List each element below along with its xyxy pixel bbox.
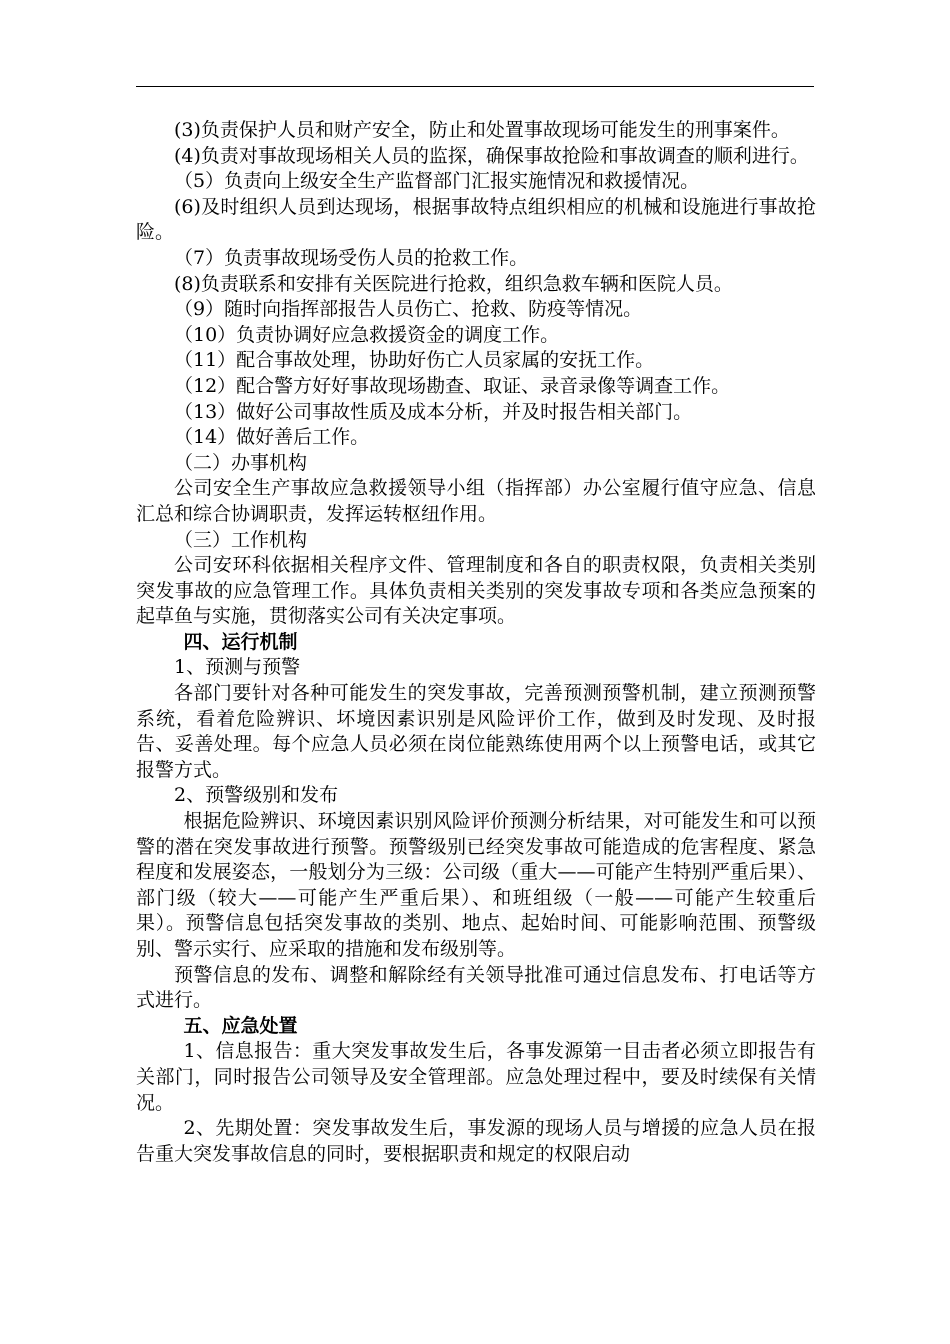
- paragraph: (4)负责对事故现场相关人员的监探，确保事故抢险和事故调查的顺利进行。: [174, 144, 809, 167]
- paragraph: （9）随时向指挥部报告人员伤亡、抢救、防疫等情况。: [174, 298, 643, 321]
- paragraph: (6)及时组织人员到达现场，根据事故特点组织相应的机械和设施进行事故抢险。: [136, 195, 816, 244]
- paragraph: 公司安环科依据相关程序文件、管理制度和各自的职责权限，负责相关类别突发事故的应急管理工作。具体负责相关类别的突发事故专项和各类应急预案的起草鱼与实施，贯彻落实公司有关决定事项。: [136, 554, 816, 628]
- section-heading: 四、运行机制: [183, 630, 298, 653]
- paragraph: 2、先期处置：突发事故发生后，事发源的现场人员与增援的应急人员在报告重大突发事故信息的同时，要根据职责和规定的权限启动: [136, 1117, 816, 1165]
- paragraph: （10）负责协调好应急救援资金的调度工作。: [174, 323, 560, 346]
- document-body: [136, 118, 816, 1167]
- paragraph: 1、预测与预警: [174, 656, 301, 679]
- paragraph: （三）工作机构: [174, 528, 308, 551]
- paragraph: 2、预警级别和发布: [174, 784, 339, 807]
- paragraph: (8)负责联系和安排有关医院进行抢救，组织急救车辆和医院人员。: [174, 272, 733, 295]
- paragraph: （13）做好公司事故性质及成本分析，并及时报告相关部门。: [174, 400, 693, 423]
- paragraph: （14）做好善后工作。: [174, 426, 370, 449]
- paragraph: （二）办事机构: [174, 451, 308, 474]
- paragraph: （11）配合事故处理，协助好伤亡人员家属的安抚工作。: [174, 349, 655, 372]
- paragraph: （12）配合警方好好事故现场勘查、取证、录音录像等调查工作。: [174, 374, 731, 397]
- paragraph: 公司安全生产事故应急救援领导小组（指挥部）办公室履行值守应急、信息汇总和综合协调职责，发挥运转枢纽作用。: [136, 477, 816, 525]
- paragraph: （7）负责事故现场受伤人员的抢救工作。: [174, 246, 529, 269]
- header-rule: [136, 86, 814, 87]
- paragraph: （5）负责向上级安全生产监督部门汇报实施情况和救援情况。: [174, 170, 700, 193]
- section-heading: 五、应急处置: [183, 1014, 298, 1037]
- paragraph: 预警信息的发布、调整和解除经有关领导批准可通过信息发布、打电话等方式进行。: [136, 963, 816, 1012]
- paragraph: 各部门要针对各种可能发生的突发事故，完善预测预警机制，建立预测预警系统，看着危险辨识、坏境因素识别是风险评价工作，做到及时发现、及时报告、妥善处理。每个应急人员必须在岗位能熟练使用两个以上预警电话，或其它报警方式。: [136, 682, 816, 781]
- paragraph: 根据危险辨识、环境因素识别风险评价预测分析结果，对可能发生和可以预警的潜在突发事故进行预警。预警级别已经突发事故可能造成的危害程度、紧急程度和发展姿态，一般划分为三级：公司级（重大——可能产生特别严重后果）、部门级（较大——可能产生严重后果）、和班组级（一般——可能产生较重后果）。预警信息包括突发事故的类别、地点、起始时间、可能影响范围、预警级别、警示实行、应采取的措施和发布级别等。: [136, 810, 816, 960]
- paragraph: (3)负责保护人员和财产安全，防止和处置事故现场可能发生的刑事案件。: [174, 119, 790, 141]
- paragraph: 1、信息报告：重大突发事故发生后，各事发源第一目击者必须立即报告有关部门，同时报告公司领导及安全管理部。应急处理过程中，要及时续保有关情况。: [136, 1040, 816, 1114]
